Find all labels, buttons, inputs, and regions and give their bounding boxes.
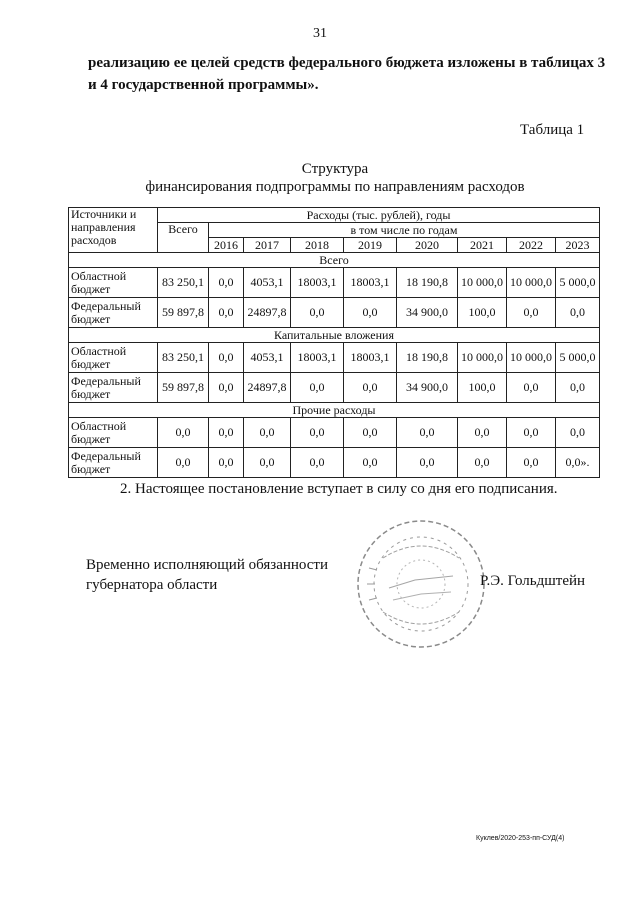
table-title [0, 160, 640, 196]
row-value: 0,0 [291, 373, 344, 403]
header-by-years: в том числе по годам [209, 223, 600, 238]
signer-position-line: губернатора области [86, 577, 218, 593]
row-value: 0,0 [291, 298, 344, 328]
row-value: 10 000,0 [458, 268, 507, 298]
row-value: 0,0 [556, 373, 600, 403]
official-seal-icon [355, 518, 487, 655]
financing-table [68, 207, 600, 478]
header-sources: Источники и направления расходов [69, 208, 158, 253]
row-value: 0,0 [344, 418, 397, 448]
row-source: Федеральный бюджет [69, 448, 158, 478]
intro-line: реализацию ее целей средств федерального бюджета изложены в таблицах 3 [88, 55, 606, 71]
row-value: 0,0 [344, 373, 397, 403]
row-value: 24897,8 [244, 373, 291, 403]
row-source: Федеральный бюджет [69, 373, 158, 403]
header-year: 2016 [209, 238, 244, 253]
row-value: 18 190,8 [397, 268, 458, 298]
row-value: 18003,1 [291, 343, 344, 373]
row-total: 83 250,1 [158, 343, 209, 373]
table-title-line: финансирования подпрограммы по направлениям расходов [145, 179, 525, 195]
row-value: 0,0 [209, 298, 244, 328]
row-source: Областной бюджет [69, 343, 158, 373]
row-value: 5 000,0 [556, 343, 600, 373]
section-title: Прочие расходы [69, 403, 600, 418]
row-value: 0,0 [507, 373, 556, 403]
row-value: 100,0 [458, 373, 507, 403]
row-value: 0,0 [244, 448, 291, 478]
header-year: 2019 [344, 238, 397, 253]
row-total: 83 250,1 [158, 268, 209, 298]
page-number: 31 [313, 26, 327, 41]
table-title-line: Структура [301, 161, 369, 177]
row-value: 18003,1 [291, 268, 344, 298]
row-value: 0,0 [344, 448, 397, 478]
row-total: 59 897,8 [158, 298, 209, 328]
row-value: 0,0 [209, 448, 244, 478]
signer-position [86, 555, 328, 595]
intro-line: и 4 государственной программы». [88, 77, 319, 93]
table-label: Таблица 1 [520, 122, 585, 138]
row-value: 4053,1 [244, 343, 291, 373]
row-source: Федеральный бюджет [69, 298, 158, 328]
row-value: 10 000,0 [458, 343, 507, 373]
row-value: 0,0 [209, 373, 244, 403]
row-value: 18003,1 [344, 343, 397, 373]
row-value: 0,0 [209, 418, 244, 448]
row-value: 34 900,0 [397, 373, 458, 403]
row-value: 0,0 [209, 268, 244, 298]
signer-position-line: Временно исполняющий обязанности [86, 557, 329, 573]
row-value: 5 000,0 [556, 268, 600, 298]
table-row [69, 373, 600, 403]
row-value: 0,0 [291, 418, 344, 448]
section-title: Всего [69, 253, 600, 268]
header-year: 2022 [507, 238, 556, 253]
row-value: 0,0 [458, 418, 507, 448]
row-value: 0,0 [397, 418, 458, 448]
document-code: Куклев/2020-253-пп-СУД(4) [476, 835, 565, 842]
row-value: 0,0 [507, 448, 556, 478]
row-value: 0,0 [209, 343, 244, 373]
header-year: 2023 [556, 238, 600, 253]
row-value: 34 900,0 [397, 298, 458, 328]
row-value: 0,0 [556, 418, 600, 448]
table-row [69, 448, 600, 478]
row-total: 59 897,8 [158, 373, 209, 403]
intro-paragraph [88, 52, 608, 96]
row-value: 10 000,0 [507, 343, 556, 373]
table-row [69, 418, 600, 448]
row-value: 0,0 [244, 418, 291, 448]
row-value: 4053,1 [244, 268, 291, 298]
header-year: 2018 [291, 238, 344, 253]
header-year: 2017 [244, 238, 291, 253]
row-value: 0,0 [556, 298, 600, 328]
row-value: 0,0 [291, 448, 344, 478]
row-value: 18 190,8 [397, 343, 458, 373]
table-row [69, 343, 600, 373]
row-value: 0,0 [507, 418, 556, 448]
row-total: 0,0 [158, 418, 209, 448]
signer-name: Р.Э. Гольдштейн [480, 573, 586, 589]
row-value: 10 000,0 [507, 268, 556, 298]
header-total: Всего [158, 223, 209, 253]
row-value: 0,0 [458, 448, 507, 478]
table-row [69, 298, 600, 328]
row-value: 0,0». [556, 448, 600, 478]
row-value: 18003,1 [344, 268, 397, 298]
header-year: 2021 [458, 238, 507, 253]
row-source: Областной бюджет [69, 418, 158, 448]
row-total: 0,0 [158, 448, 209, 478]
section-title: Капитальные вложения [69, 328, 600, 343]
row-value: 0,0 [344, 298, 397, 328]
decree-text: 2. Настоящее постановление вступает в силу со дня его подписания. [120, 481, 558, 497]
header-year: 2020 [397, 238, 458, 253]
row-value: 0,0 [507, 298, 556, 328]
table-row [69, 268, 600, 298]
row-value: 100,0 [458, 298, 507, 328]
row-source: Областной бюджет [69, 268, 158, 298]
row-value: 24897,8 [244, 298, 291, 328]
row-value: 0,0 [397, 448, 458, 478]
header-expenses: Расходы (тыс. рублей), годы [158, 208, 600, 223]
